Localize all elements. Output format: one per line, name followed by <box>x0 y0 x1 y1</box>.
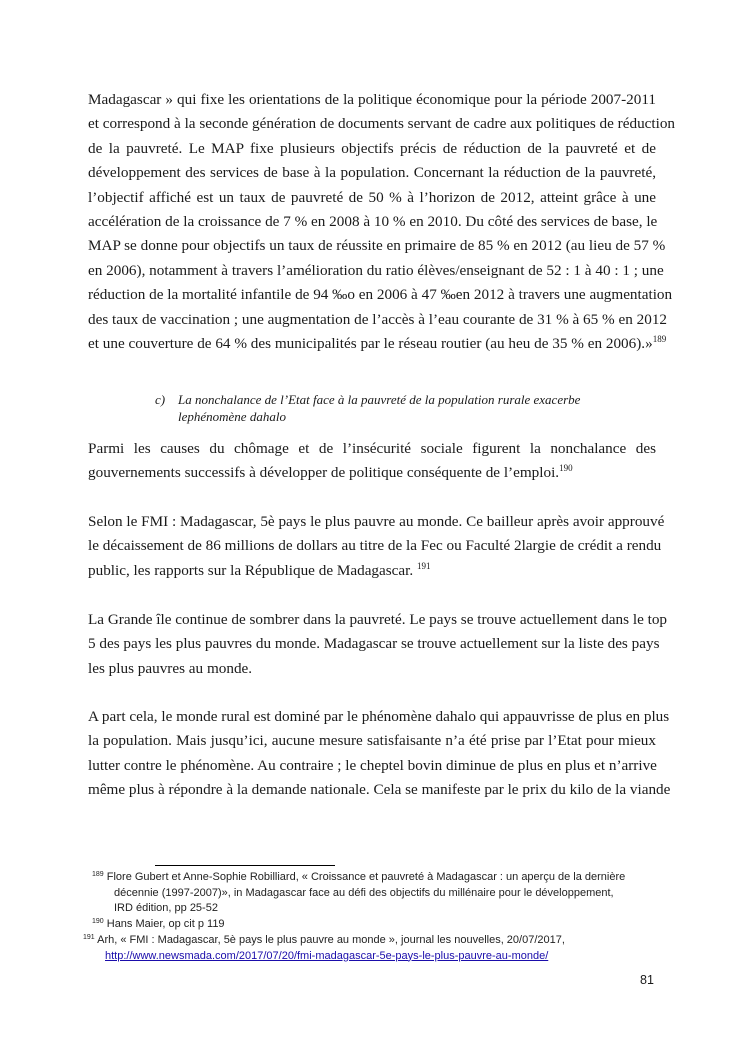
footnote-reference: 189 <box>652 333 667 344</box>
text-line <box>88 608 668 632</box>
line-text: A part cela, le monde rural est dominé par le phénomène dahalo qui appauvrisse de plus en plus <box>88 708 670 725</box>
text-line <box>88 657 656 681</box>
footnote-191 <box>83 933 565 964</box>
line-text: la population. Mais jusqu’ici, aucune mesure satisfaisante n’a été prise par l’Etat pour mieux <box>88 732 656 750</box>
text-line <box>88 754 656 778</box>
text-line <box>88 186 656 210</box>
text-line <box>88 88 656 112</box>
line-text: et correspond à la seconde génération de documents servant de cadre aux politiques de réduction <box>88 115 676 133</box>
text-line <box>88 332 667 356</box>
line-text: Parmi les causes du chômage et de l’insécurité sociale figurent la nonchalance des <box>88 440 656 457</box>
line-text: gouvernements successifs à développer de politique conséquente de l’emploi. <box>88 464 560 482</box>
text-line <box>88 210 656 234</box>
paragraph-dahalo <box>88 705 671 803</box>
paragraph-map-objectives <box>88 88 676 356</box>
text-line <box>88 534 662 558</box>
paragraph-grande-ile <box>88 608 668 681</box>
text-line <box>88 283 673 307</box>
text-line <box>88 437 656 461</box>
text-line <box>88 259 664 283</box>
text-line <box>88 161 656 185</box>
footnote-number: 190 <box>92 918 104 925</box>
footnote-reference: 190 <box>559 463 573 474</box>
line-text: lutter contre le phénomène. Au contraire ; le cheptel bovin diminue de plus en plus et n’arrive <box>88 756 657 774</box>
heading-label: c) <box>155 392 166 407</box>
footnote-number: 189 <box>92 871 104 878</box>
text-line <box>88 632 660 656</box>
footnote-number: 191 <box>83 934 95 941</box>
footnote-text: IRD édition, pp 25-52 <box>114 902 218 914</box>
line-text: en 2006), notamment à travers l’amélioration du ratio élèves/enseignant de 52 : 1 à 40 : 1 ; une <box>88 261 664 279</box>
footnote-text: Arh, « FMI : Madagascar, 5è pays le plus pauvre au monde », journal les nouvelles, 20/07/2017, <box>97 934 565 946</box>
line-text: 5 des pays les plus pauvres du monde. Madagascar se trouve actuellement sur la liste des pays <box>88 635 660 653</box>
line-text: accélération de la croissance de 7 % en 2008 à 10 % en 2010. Du côté des services de base, le <box>88 212 658 230</box>
page-number: 81 <box>640 973 654 987</box>
footnote-190 <box>92 917 225 933</box>
text-line <box>88 308 668 332</box>
line-text: de la pauvreté. Le MAP fixe plusieurs objectifs précis de réduction de la pauvreté et de <box>88 139 656 157</box>
text-line <box>88 729 656 753</box>
footnote-text: Flore Gubert et Anne-Sophie Robilliard, « Croissance et pauvreté à Madagascar : un aperçu de la dernière <box>106 871 626 883</box>
line-text: public, les rapports sur la République de Madagascar. <box>88 561 417 579</box>
line-text: des taux de vaccination ; une augmentation de l’accès à l’eau courante de 31 % à 65 % en 2012 <box>88 310 668 328</box>
line-text: même plus à répondre à la demande nationale. Cela se manifeste par le prix du kilo de la viande <box>88 781 671 799</box>
footnote-reference: 191 <box>416 560 431 571</box>
footnote-link[interactable]: http://www.newsmada.com/2017/07/20/fmi-madagascar-5e-pays-le-plus-pauvre-au-monde/ <box>105 949 549 962</box>
text-line <box>88 510 665 534</box>
line-text: développement des services de base à la population. Concernant la réduction de la pauvreté, <box>88 164 656 182</box>
footnote-text: décennie (1997-2007)», in Madagascar face au défi des objectifs du millénaire pour le développement, <box>114 886 614 899</box>
text-line <box>88 461 656 485</box>
line-text: le décaissement de 86 millions de dollars au titre de la Fec ou Faculté 2largie de crédit a rendu <box>88 537 662 555</box>
section-heading-c <box>155 391 580 425</box>
line-text: l’objectif affiché est un taux de pauvreté de 50 % à l’horizon de 2012, atteint grâce à une <box>88 188 656 206</box>
paragraph-causes <box>88 437 656 486</box>
heading-line-2: lephénomène dahalo <box>178 409 286 424</box>
footnote-189 <box>92 870 625 917</box>
footnote-separator <box>155 865 335 866</box>
line-text: Madagascar » qui fixe les orientations de la politique économique pour la période 2007-2011 <box>88 91 656 108</box>
line-text: les plus pauvres au monde. <box>88 659 253 677</box>
line-text: et une couverture de 64 % des municipalités par le réseau routier (au heu de 35 % en 2006).» <box>88 334 653 352</box>
heading-line-1: La nonchalance de l’Etat face à la pauvreté de la population rurale exacerbe <box>178 392 581 407</box>
text-line <box>88 778 671 802</box>
footnote-text: Hans Maier, op cit p 119 <box>106 918 225 930</box>
text-line <box>88 112 676 136</box>
line-text: MAP se donne pour objectifs un taux de réussite en primaire de 85 % en 2012 (au lieu de 57 % <box>88 237 666 255</box>
line-text: Selon le FMI : Madagascar, 5è pays le plus pauvre au monde. Ce bailleur après avoir approuvé <box>88 513 665 530</box>
text-line <box>88 559 656 583</box>
text-line <box>88 705 670 729</box>
paragraph-fmi <box>88 510 665 583</box>
text-line <box>88 137 656 161</box>
text-line <box>88 234 666 258</box>
line-text: La Grande île continue de sombrer dans la pauvreté. Le pays se trouve actuellement dans le top <box>88 611 668 628</box>
line-text: réduction de la mortalité infantile de 94 ‰o en 2006 à 47 ‰en 2012 à travers une augmentation <box>88 286 673 304</box>
